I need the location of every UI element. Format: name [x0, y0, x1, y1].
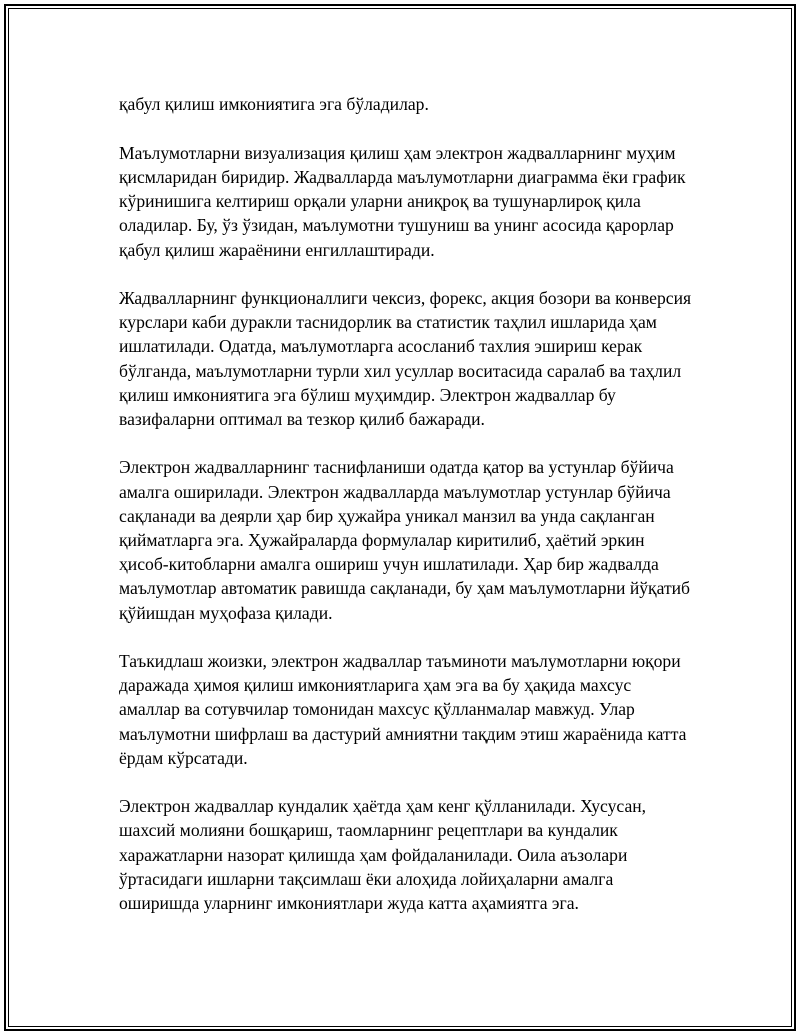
paragraph-visualization: Маълумотларни визуализация қилиш ҳам электрон жадвалларнинг муҳим қисмларидан биридир. Жадвалларда маълумотларни диаграмма ёки график кўринишига келтириш орқали уларни аниқроқ ва тушунарлироқ қила оладилар. Бу, ўз ўзидан, маълумотни тушуниш ва унинг асосида қарорлар қабул қилиш жараёнини енгиллаштиради.	[119, 142, 686, 260]
paragraph-security: Таъкидлаш жоизки, электрон жадваллар таъминоти маълумотларни юқори даражада ҳимоя қилиш имкониятларига ҳам эга ва бу ҳақида махсус амаллар ва сотувчилар томонидан махсус қўлланмалар мавжуд. Улар маълумотни шифрлаш ва дастурий амниятни тақдим этиш жараёнида катта ёрдам кўрсатади.	[119, 650, 687, 768]
paragraph-continuation: қабул қилиш имкониятига эга бўладилар.	[119, 94, 429, 114]
paragraph-daily-use: Электрон жадваллар кундалик ҳаётда ҳам кенг қўлланилади. Хусусан, шахсий молияни бошқариш, таомларнинг рецептлари ва кундалик харажатларни назорат қилишда ҳам фойдаланилади. Оила аъзолари ўртасидаги ишларни тақсимлаш ёки алоҳида лойиҳаларни амалга оширишда уларнинг имкониятлари жуда катта аҳамиятга эга.	[119, 796, 647, 913]
paragraph-functionality: Жадвалларнинг функционаллиги чексиз, форекс, акция бозори ва конверсия курслари каби дуракли таснидорлик ва статистик таҳлил ишларида ҳам ишлатилади. Одатда, маълумотларга асосланиб тахлия эшириш керак бўлганда, маълумотларни турли хил усуллар воситасида саралаб ва таҳлил қилиш имкониятига эга бўлиш муҳимдир. Электрон жадваллар бу вазифаларни оптимал ва тезкор қилиб бажаради.	[119, 287, 692, 429]
document-body	[119, 92, 694, 939]
paragraph-classification: Электрон жадвалларнинг таснифланиши одатда қатор ва устунлар бўйича амалга оширилади. Электрон жадвалларда маълумотлар устунлар бўйича сақланади ва деярли ҳар бир ҳужайра уникал манзил ва унда сақланган қийматларга эга. Ҳужайраларда формулалар киритилиб, ҳаётий эркин ҳисоб-китобларни амалга ошириш учун ишлатилади. Ҳар бир жадвалда маълумотлар автоматик равишда сақланади, бу ҳам маълумотларни йўқатиб қўйишдан муҳофаза қилади.	[119, 457, 691, 623]
